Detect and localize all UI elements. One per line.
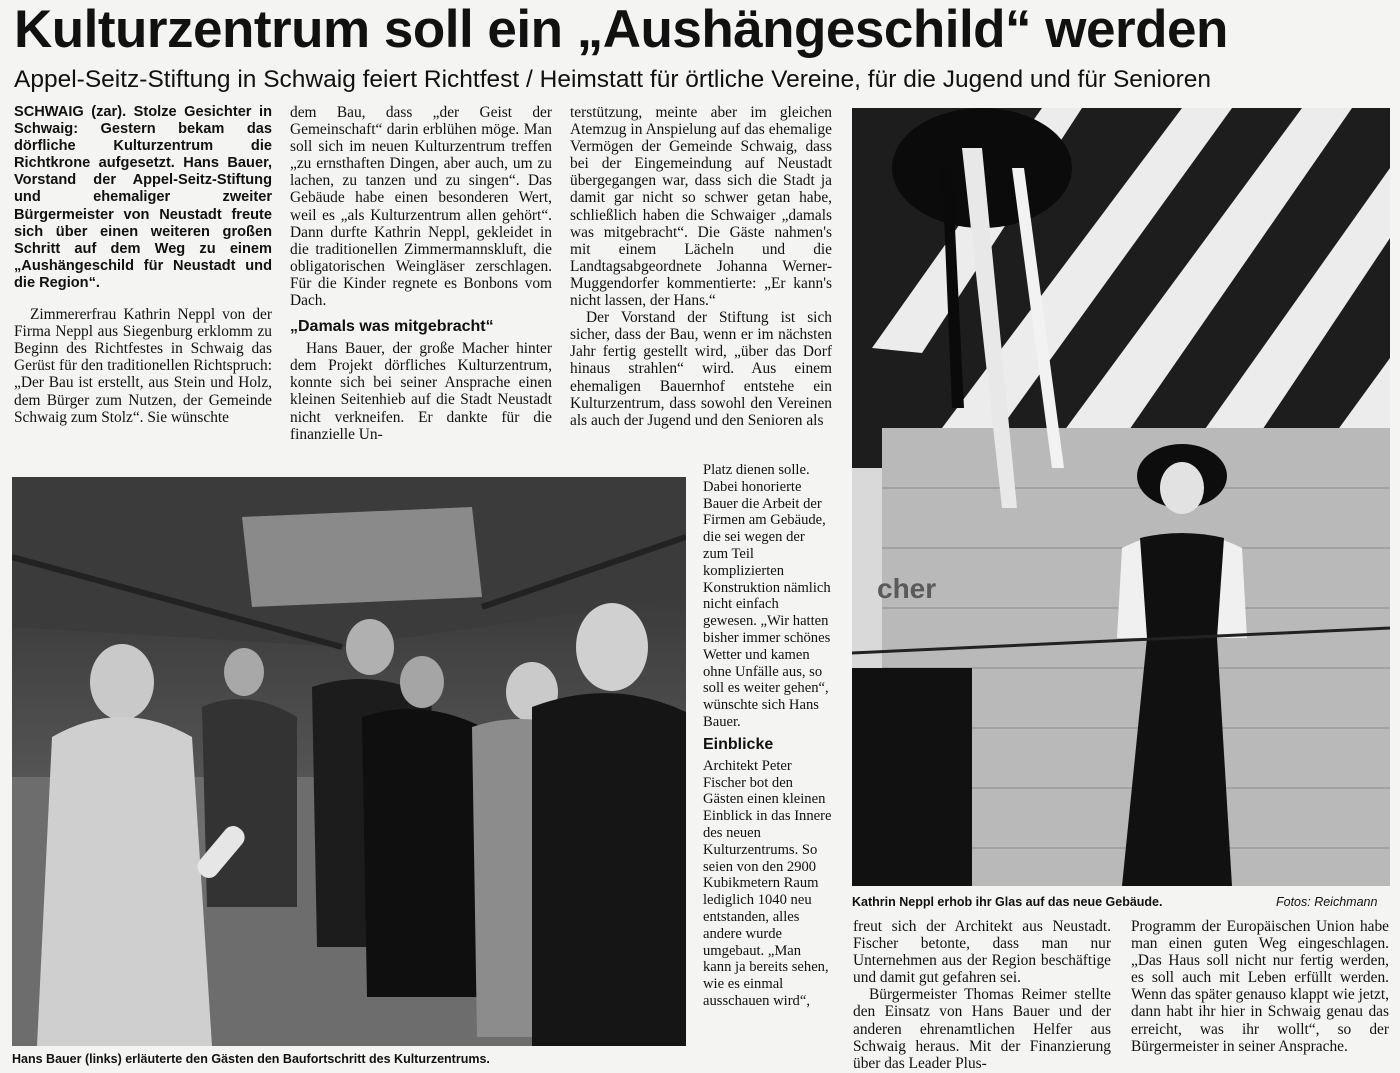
section-subheading: „Damals was mitgebracht“ [290, 318, 494, 336]
photo-visitors-illustration [12, 477, 686, 1046]
photo-credit: Fotos: Reichmann [1276, 895, 1378, 909]
headline: Kulturzentrum soll ein „Aushängeschild“ werden [14, 0, 1228, 59]
column-3-narrow [703, 462, 833, 1010]
paragraph: Hans Bauer, der große Macher hinter dem Projekt dörfliches Kulturzentrum, konnte sich bei seiner Ansprache einen kleinen Seitenhieb auf die Stadt Neustadt nicht verkneifen. Er dankte für die finanzielle Un- [290, 340, 552, 443]
section-subheading: Einblicke [703, 735, 774, 753]
photo-roof-illustration [852, 108, 1390, 886]
paragraph: Der Vorstand der Stiftung ist sich sicher, dass der Bau, wenn er im nächsten Jahr fertig gestellt wird, „über das Dorf hinaus strahlen“ wird. Aus einem ehemaligen Bauernhof entstehe ein Kulturzentrum, dass sowohl den Vereinen als auch der Jugend und den Senioren als [570, 309, 832, 429]
lead-paragraph: SCHWAIG (zar). Stolze Gesichter in Schwaig: Gestern bekam das dörfliche Kulturzentrum die Richtkrone aufgesetzt. Hans Bauer, Vorstand der Appel-Seitz-Stiftung und ehemaliger zweiter Bürgermeister von Neustadt freute sich über einen weiteren großen Schritt auf dem Weg zu einem „Aushängeschild für Neustadt und die Region“. [14, 104, 272, 291]
paragraph: terstützung, meinte aber im gleichen Atemzug in Anspielung auf das ehemalige Vermögen der Gemeinde Schwaig, dass bei der Eingemeindung auf Neustadt übergegangen war, dass sich die Stadt ja damit gar nicht so schwer getan habe, schließlich haben die Schwaiger „damals was mitgebracht“. Die Gäste nahmen's mit einem Lächeln und die Landtagsabgeordnete Johanna Werner-Muggendorfer kommentierte: „Er kann's nicht lassen, der Hans.“ [570, 104, 832, 310]
photo-richtspruch [852, 108, 1390, 886]
column-4 [853, 918, 1111, 1072]
paragraph: Platz dienen solle. Dabei honorierte Bauer die Arbeit der Firmen am Gebäude, die sei wegen der zum Teil komplizierten Konstruktion nämlich nicht einfach gewesen. „Wir hatten bisher immer schönes Wetter und kamen ohne Unfälle aus, so soll es weiter gehen“, wünschte sich Hans Bauer. [703, 462, 831, 730]
column-3 [570, 104, 832, 429]
column-1 [14, 104, 272, 426]
photo-caption-left: Hans Bauer (links) erläuterte den Gästen den Baufortschritt des Kulturzentrums. [12, 1052, 490, 1066]
photo-caption-right: Kathrin Neppl erhob ihr Glas auf das neue Gebäude. [852, 895, 1163, 909]
photo-visitors-tour [12, 477, 686, 1046]
paragraph: freut sich der Architekt aus Neustadt. Fischer betonte, dass man nur Unternehmen aus der Region beschäftige und damit gut gefahren sei. [853, 918, 1111, 987]
paragraph: Zimmererfrau Kathrin Neppl von der Firma Neppl aus Siegenburg erklomm zu Beginn des Richtfestes in Schwaig das Gerüst für den traditionellen Richtspruch: „Der Bau ist erstellt, aus Stein und Holz, dem Bürger zum Nutzen, der Gemeinde Schwaig zum Stolz“. Sie wünschte [14, 306, 272, 426]
sign-text: cher [877, 573, 937, 604]
paragraph: Architekt Peter Fischer bot den Gästen einen kleinen Einblick in das Innere des neuen Kulturzentrums. So seien von den 2900 Kubikmetern Raum lediglich 1040 neu entstanden, alles andere wurde umgebaut. „Man kann ja bereits sehen, wie es einmal ausschauen wird“, [703, 757, 832, 1009]
paragraph: Programm der Europäischen Union habe man einen guten Weg eingeschlagen. „Das Haus soll nicht nur fertig werden, es soll auch mit Leben erfüllt werden. Wenn das später genauso klappt wie jetzt, dann habt ihr hier in Schwaig genau das erreicht, was ihr wollt“, so der Bürgermeister in seiner Ansprache. [1131, 918, 1389, 1055]
subheadline: Appel-Seitz-Stiftung in Schwaig feiert Richtfest / Heimstatt für örtliche Vereine, für die Jugend und für Senioren [14, 66, 1212, 93]
paragraph: Bürgermeister Thomas Reimer stellte den Einsatz von Hans Bauer und der anderen ehrenamtlichen Helfer aus Schwaig heraus. Mit der Finanzierung über das Leader Plus- [853, 986, 1111, 1072]
column-5 [1131, 918, 1389, 1055]
column-2 [290, 104, 552, 443]
paragraph: dem Bau, dass „der Geist der Gemeinschaft“ darin erblühen möge. Man soll sich im neuen Kulturzentrum treffen „zu ernsthaften Dingen, aber auch, um zu lachen, zu tanzen und zu singen“. Das Gebäude habe einen besonderen Wert, weil es „als Kulturzentrum allen gehört“. Dann durfte Kathrin Neppl, gekleidet in die traditionellen Zimmermannskluft, die obligatorischen Weingläser zerschlagen. Für die Kinder regnete es Bonbons vom Dach. [290, 104, 552, 310]
